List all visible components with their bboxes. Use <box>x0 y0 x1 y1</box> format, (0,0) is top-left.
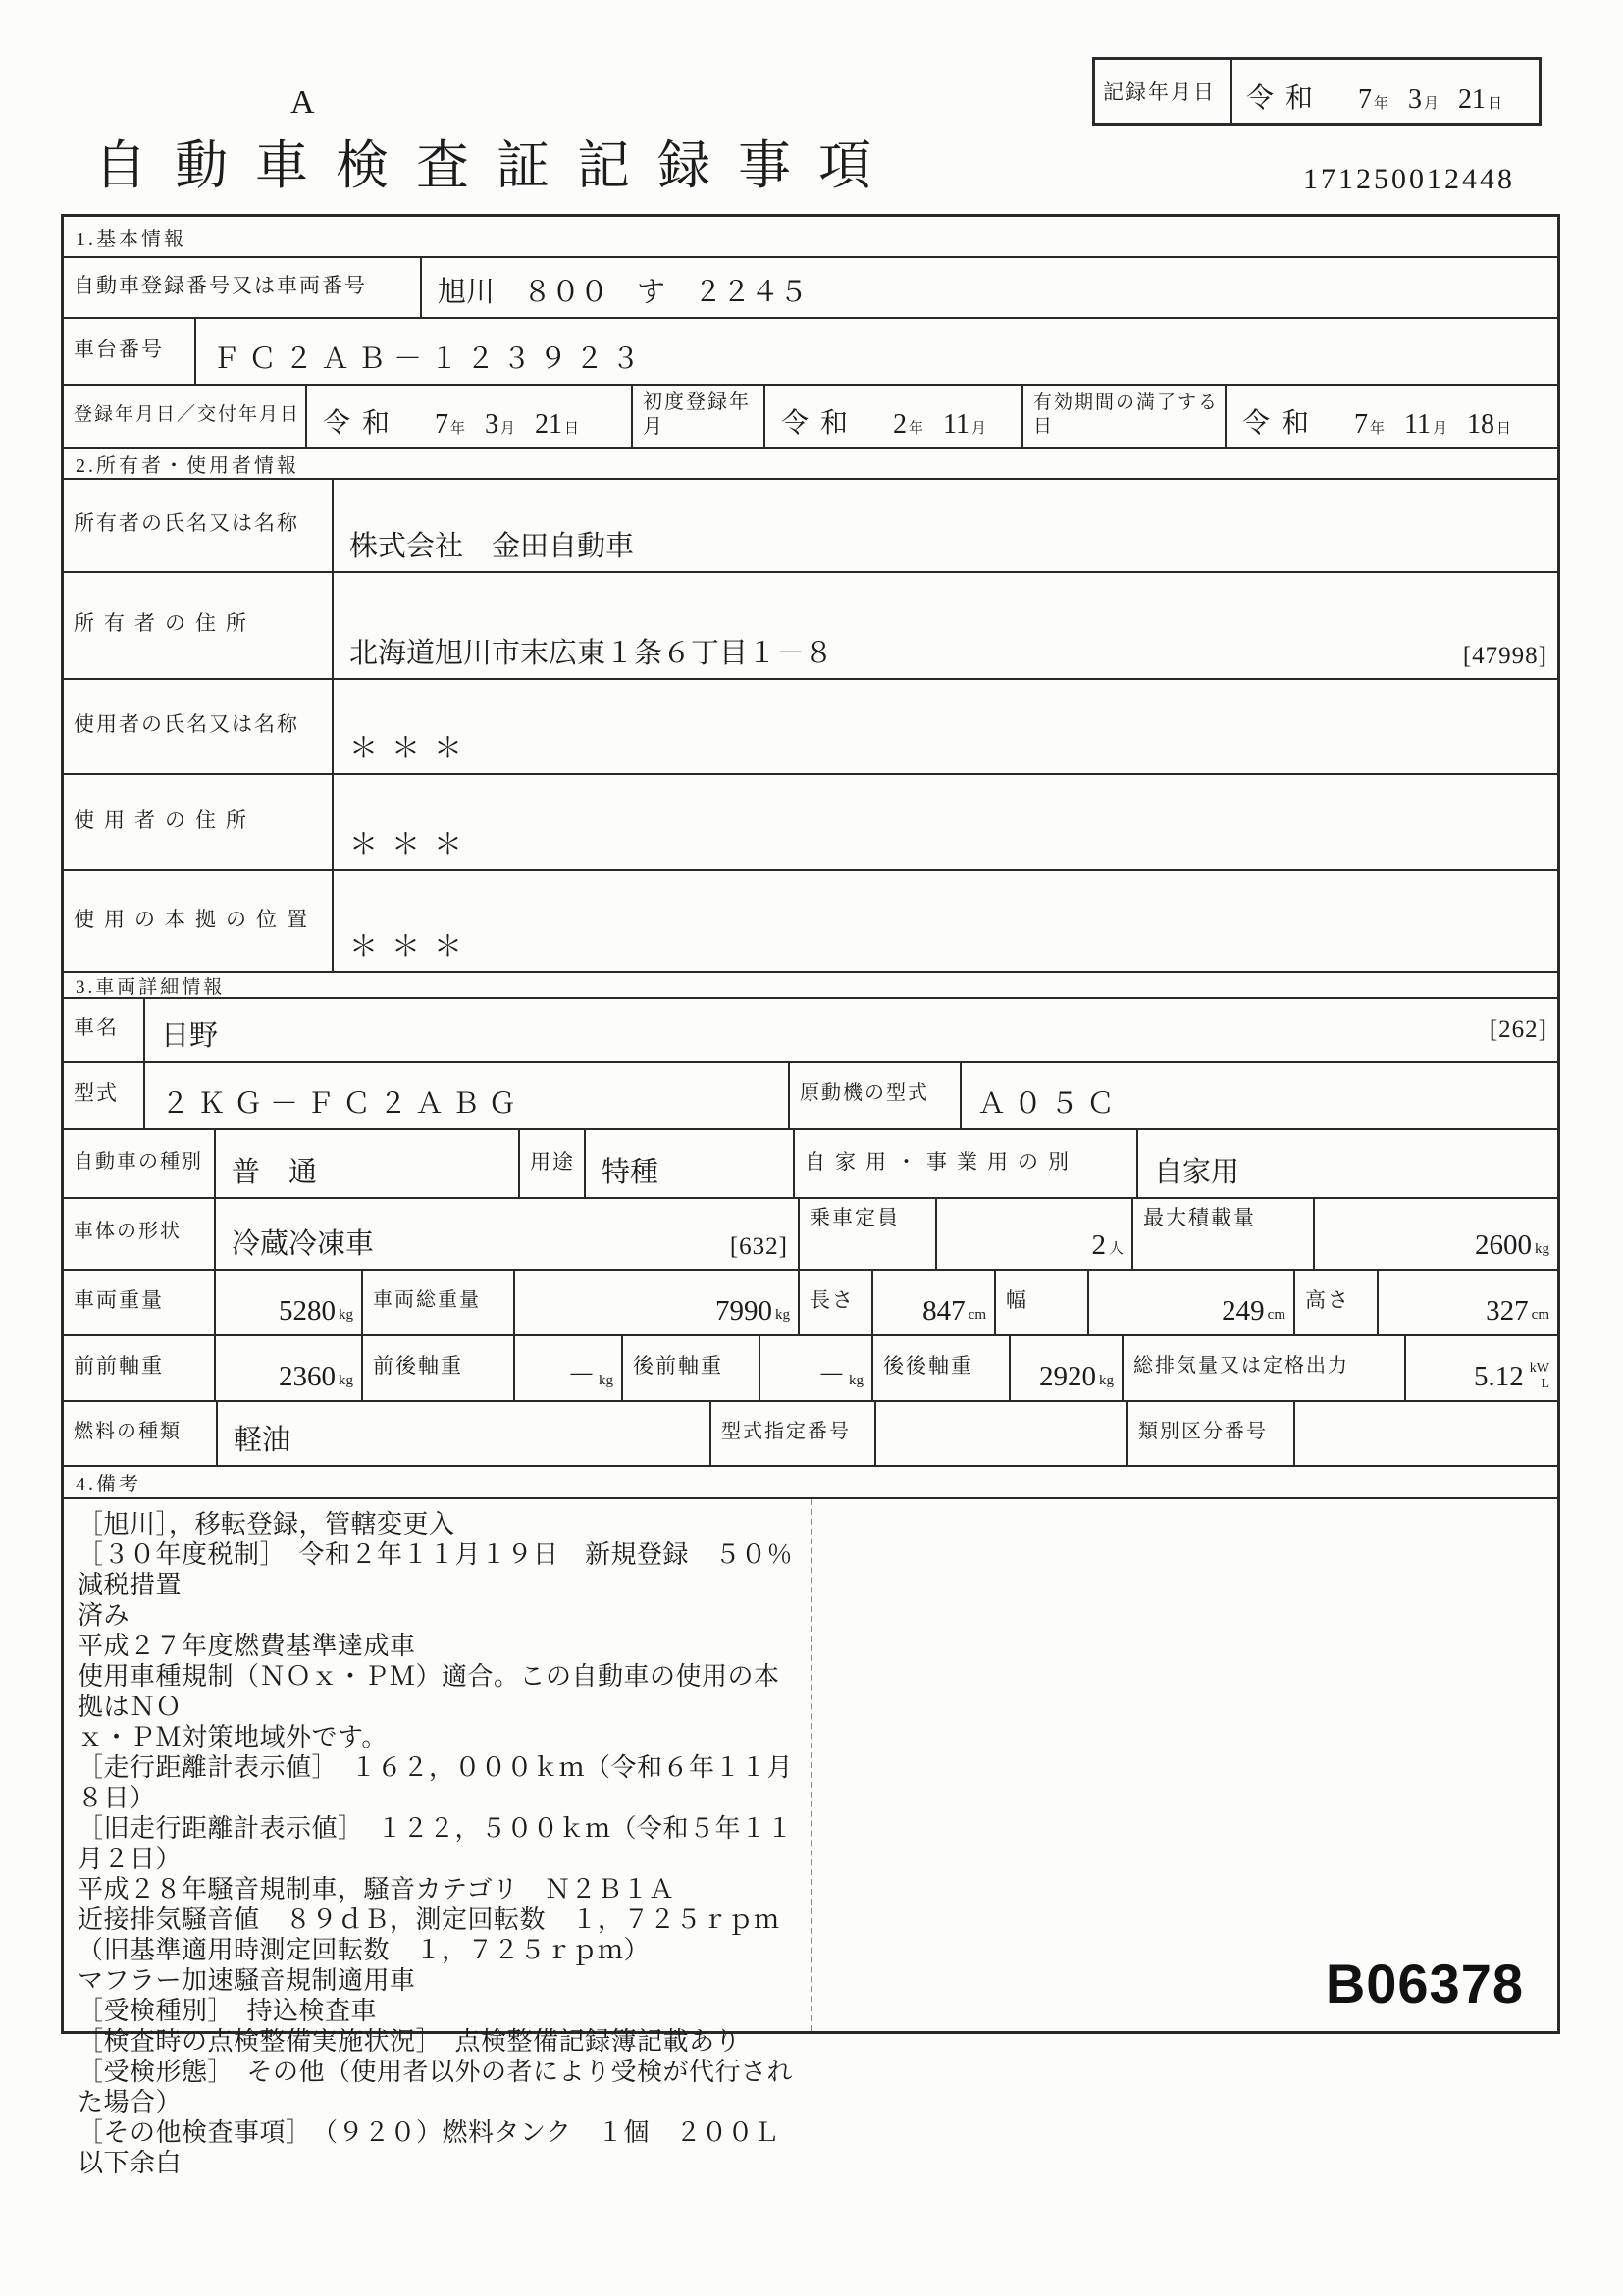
category-label: 自動車の種別 <box>74 1150 203 1173</box>
year: 7 <box>1354 409 1369 440</box>
max-load-number: 2600 <box>1475 1229 1532 1261</box>
expiry-date-label: 有効期間の満了する日 <box>1021 386 1225 447</box>
control-stamp: B06378 <box>1325 1953 1524 2014</box>
capacity-label: 乗車定員 <box>798 1199 935 1269</box>
axle-front-front-unit: kg <box>339 1373 353 1388</box>
axle-rear-front-value <box>759 1336 871 1400</box>
chassis-number-value: ＦＣ２ＡＢ－１２３９２３ <box>194 319 1557 384</box>
vehicle-weight-value <box>214 1271 361 1334</box>
owner-address-row <box>64 571 1557 678</box>
user-name-label: 使用者の氏名又は名称 <box>74 712 299 737</box>
displacement-unit <box>1524 1361 1549 1393</box>
class-number-label: 類別区分番号 <box>1126 1402 1293 1465</box>
max-load-label: 最大積載量 <box>1131 1199 1313 1269</box>
record-date-label: 記録年月日 <box>1095 60 1232 123</box>
axle-rear-rear-label: 後後軸重 <box>871 1336 1009 1400</box>
fuel-row <box>64 1400 1557 1465</box>
height-value <box>1377 1271 1557 1334</box>
body-shape-text: 冷蔵冷凍車 <box>232 1228 375 1260</box>
main-table <box>61 214 1560 2177</box>
remark-line: ［受検形態］ その他（使用者以外の者により受検が代行された場合） <box>78 2058 794 2116</box>
era: 令和 <box>1242 408 1322 439</box>
axle-weight-row <box>64 1334 1557 1400</box>
axle-rear-front-number: － <box>816 1360 846 1391</box>
first-registration-value <box>763 386 1021 447</box>
base-location-label: 使用の本拠の位置 <box>74 907 317 931</box>
remarks-right-pane <box>811 1499 1557 2031</box>
year-unit: 年 <box>1370 421 1386 437</box>
remark-line: ［検査時の点検整備実施状況］ 点検整備記録簿記載あり <box>78 2027 742 2056</box>
axle-rear-front-label: 後前軸重 <box>621 1336 759 1400</box>
base-location-row <box>64 869 1557 971</box>
expiry-date-value <box>1225 386 1557 447</box>
max-load-value <box>1313 1199 1557 1269</box>
remark-line: ［３０年度税制］ 令和２年１１月１９日 新規登録 ５０％減税措置 <box>78 1540 794 1599</box>
owner-address-text: 北海道旭川市末広東１条６丁目１－８ <box>349 638 834 669</box>
vehicle-weight-unit: kg <box>339 1307 353 1323</box>
model-row <box>64 1061 1557 1128</box>
length-label: 長さ <box>798 1271 871 1334</box>
section4-heading: 4.備考 <box>64 1465 1557 1497</box>
owner-name-row <box>64 478 1557 571</box>
day: 18 <box>1467 409 1495 440</box>
dates-row <box>64 384 1557 447</box>
axle-front-front-number: 2360 <box>279 1361 336 1392</box>
record-date-value <box>1232 60 1539 123</box>
owner-address-code: [47998] <box>1462 643 1547 669</box>
category-value: 普 通 <box>214 1130 518 1197</box>
user-name-value: ＊＊＊ <box>332 680 1557 773</box>
page-title: 自動車検査証記録事項 <box>94 136 899 195</box>
chassis-number-label: 車台番号 <box>74 337 164 361</box>
car-name-value <box>143 999 1557 1061</box>
model-value: ２ＫＧ－ＦＣ２ＡＢＧ <box>143 1063 788 1128</box>
private-business-label: 自家用・事業用の別 <box>793 1130 1136 1197</box>
year: 7 <box>1358 84 1373 115</box>
owner-name-label: 所有者の氏名又は名称 <box>74 511 299 536</box>
month: 3 <box>485 409 499 440</box>
vehicle-weight-label: 車両重量 <box>74 1288 164 1313</box>
remark-line: 使用車種規制（ＮＯｘ・ＰＭ）適合。この自動車の使用の本拠はＮＯ <box>78 1662 780 1721</box>
chassis-number-row <box>64 317 1557 384</box>
remark-line: 近接排気騒音値 ８９ｄＢ，測定回転数 １，７２５ｒｐｍ <box>78 1905 780 1934</box>
type-approval-label: 型式指定番号 <box>709 1402 874 1465</box>
class-number-value <box>1293 1402 1557 1465</box>
day: 21 <box>535 409 563 440</box>
axle-rear-rear-unit: kg <box>1099 1373 1114 1388</box>
owner-address-label: 所有者の住所 <box>74 611 256 636</box>
vehicle-weight-number: 5280 <box>279 1295 336 1327</box>
month: 3 <box>1408 84 1423 115</box>
base-location-value: ＊＊＊ <box>332 871 1557 971</box>
day: 21 <box>1458 84 1487 115</box>
day-unit: 日 <box>564 421 580 437</box>
registration-date-label: 登録年月日／交付年月日 <box>74 403 301 425</box>
displacement-unit-kw: kW <box>1529 1361 1549 1377</box>
remark-line: ｘ・ＰＭ対策地域外です。 <box>78 1723 388 1751</box>
year-unit: 年 <box>450 421 466 437</box>
month: 11 <box>943 409 969 440</box>
gross-weight-unit: kg <box>775 1307 790 1323</box>
remark-line: ［走行距離計表示値］ １６２，０００ｋｍ（令和６年１１月８日） <box>78 1753 794 1812</box>
length-number: 847 <box>922 1295 966 1327</box>
type-approval-value <box>874 1402 1126 1465</box>
owner-address-value <box>332 573 1557 678</box>
registration-date-value <box>305 386 631 447</box>
displacement-number: 5.12 <box>1474 1361 1524 1392</box>
use-label: 用途 <box>518 1130 584 1197</box>
capacity-number: 2 <box>1091 1229 1106 1261</box>
axle-front-rear-number: － <box>566 1360 596 1391</box>
axle-front-front-value <box>214 1336 361 1400</box>
document-number: 171250012448 <box>1303 163 1515 195</box>
fuel-value: 軽油 <box>216 1402 709 1465</box>
year-unit: 年 <box>909 421 924 437</box>
axle-front-rear-unit: kg <box>599 1373 613 1388</box>
body-shape-code: [632] <box>729 1233 788 1260</box>
era: 令和 <box>323 408 402 439</box>
weight-row <box>64 1269 1557 1334</box>
length-value <box>871 1271 994 1334</box>
day-unit: 日 <box>1488 96 1503 112</box>
remark-line: ［旧走行距離計表示値］ １２２，５００ｋｍ（令和５年１１月２日） <box>78 1814 794 1873</box>
user-address-row <box>64 773 1557 869</box>
first-registration-label: 初度登録年月 <box>631 386 763 447</box>
car-name-text: 日野 <box>161 1020 219 1052</box>
remark-line: 済み <box>78 1601 131 1630</box>
displacement-label: 総排気量又は定格出力 <box>1122 1336 1404 1400</box>
day-unit: 日 <box>1496 421 1512 437</box>
length-unit: cm <box>968 1307 986 1323</box>
body-shape-value <box>214 1199 798 1269</box>
axle-front-rear-label: 前後軸重 <box>361 1336 513 1400</box>
user-name-row <box>64 678 1557 773</box>
height-label: 高さ <box>1293 1271 1377 1334</box>
remarks-box <box>64 1497 1557 2177</box>
engine-model-label: 原動機の型式 <box>788 1063 960 1128</box>
use-value: 特種 <box>584 1130 793 1197</box>
width-value <box>1087 1271 1293 1334</box>
user-address-label: 使用者の住所 <box>74 808 256 832</box>
corner-mark: A <box>290 84 315 121</box>
displacement-value <box>1404 1336 1557 1400</box>
height-number: 327 <box>1486 1295 1529 1327</box>
displacement-unit-l: L <box>1541 1376 1549 1391</box>
capacity-value <box>935 1199 1131 1269</box>
section3-heading: 3.車両詳細情報 <box>64 971 1557 997</box>
fuel-label: 燃料の種類 <box>74 1420 182 1442</box>
axle-rear-rear-number: 2920 <box>1039 1361 1096 1392</box>
era: 令和 <box>1246 83 1326 114</box>
engine-model-value: Ａ０５Ｃ <box>960 1063 1557 1128</box>
body-shape-label: 車体の形状 <box>74 1221 182 1242</box>
remark-line: ［受検種別］ 持込検査車 <box>78 1997 378 2025</box>
max-load-unit: kg <box>1535 1241 1549 1257</box>
month: 11 <box>1404 409 1431 440</box>
plate-number-row <box>64 256 1557 317</box>
remark-line: （旧基準適用時測定回転数 １，７２５ｒｐｍ） <box>78 1936 651 1964</box>
car-name-row <box>64 997 1557 1061</box>
year: 2 <box>893 409 908 440</box>
month-unit: 月 <box>1424 96 1440 112</box>
era: 令和 <box>781 408 861 439</box>
capacity-unit: 人 <box>1108 1241 1124 1257</box>
gross-weight-label: 車両総重量 <box>361 1271 513 1334</box>
section1-heading: 1.基本情報 <box>76 228 186 250</box>
remark-line: 平成２８年騒音規制車，騒音カテゴリ Ｎ２Ｂ１Ａ <box>78 1875 675 1904</box>
category-row <box>64 1128 1557 1197</box>
section2-heading: 2.所有者・使用者情報 <box>64 447 1557 478</box>
car-name-code: [262] <box>1489 1016 1547 1043</box>
remark-line: ［旭川］，移転登録，管轄変更入 <box>78 1510 455 1539</box>
plate-number-value: 旭川 ８００ す ２２４５ <box>420 258 1557 317</box>
remark-line: 平成２７年度燃費基準達成車 <box>78 1632 416 1660</box>
month-unit: 月 <box>971 421 987 437</box>
year-unit: 年 <box>1374 96 1389 112</box>
gross-weight-number: 7990 <box>715 1295 772 1327</box>
height-unit: cm <box>1531 1307 1549 1323</box>
gross-weight-value <box>513 1271 798 1334</box>
remark-line: ［その他検査事項］ （９２０）燃料タンク １個 ２００Ｌ <box>78 2118 780 2147</box>
remark-line: マフラー加速騒音規制適用車 <box>78 1966 416 1995</box>
owner-name-value: 株式会社 金田自動車 <box>332 480 1557 571</box>
plate-number-label: 自動車登録番号又は車両番号 <box>74 273 367 297</box>
width-label: 幅 <box>994 1271 1087 1334</box>
private-business-value: 自家用 <box>1136 1130 1557 1197</box>
month-unit: 月 <box>500 421 516 437</box>
remark-line: 以下余白 <box>78 2149 183 2177</box>
user-address-value: ＊＊＊ <box>332 775 1557 869</box>
model-label: 型式 <box>74 1081 119 1106</box>
width-number: 249 <box>1222 1295 1265 1327</box>
year: 7 <box>435 409 449 440</box>
month-unit: 月 <box>1433 421 1448 437</box>
axle-rear-front-unit: kg <box>849 1373 864 1388</box>
body-shape-row <box>64 1197 1557 1269</box>
axle-front-front-label: 前前軸重 <box>74 1354 164 1379</box>
car-name-label: 車名 <box>74 1016 119 1040</box>
remarks-text <box>64 1499 811 2177</box>
width-unit: cm <box>1267 1307 1285 1323</box>
record-date-box <box>1092 57 1542 126</box>
axle-rear-rear-value <box>1009 1336 1122 1400</box>
axle-front-rear-value <box>513 1336 621 1400</box>
